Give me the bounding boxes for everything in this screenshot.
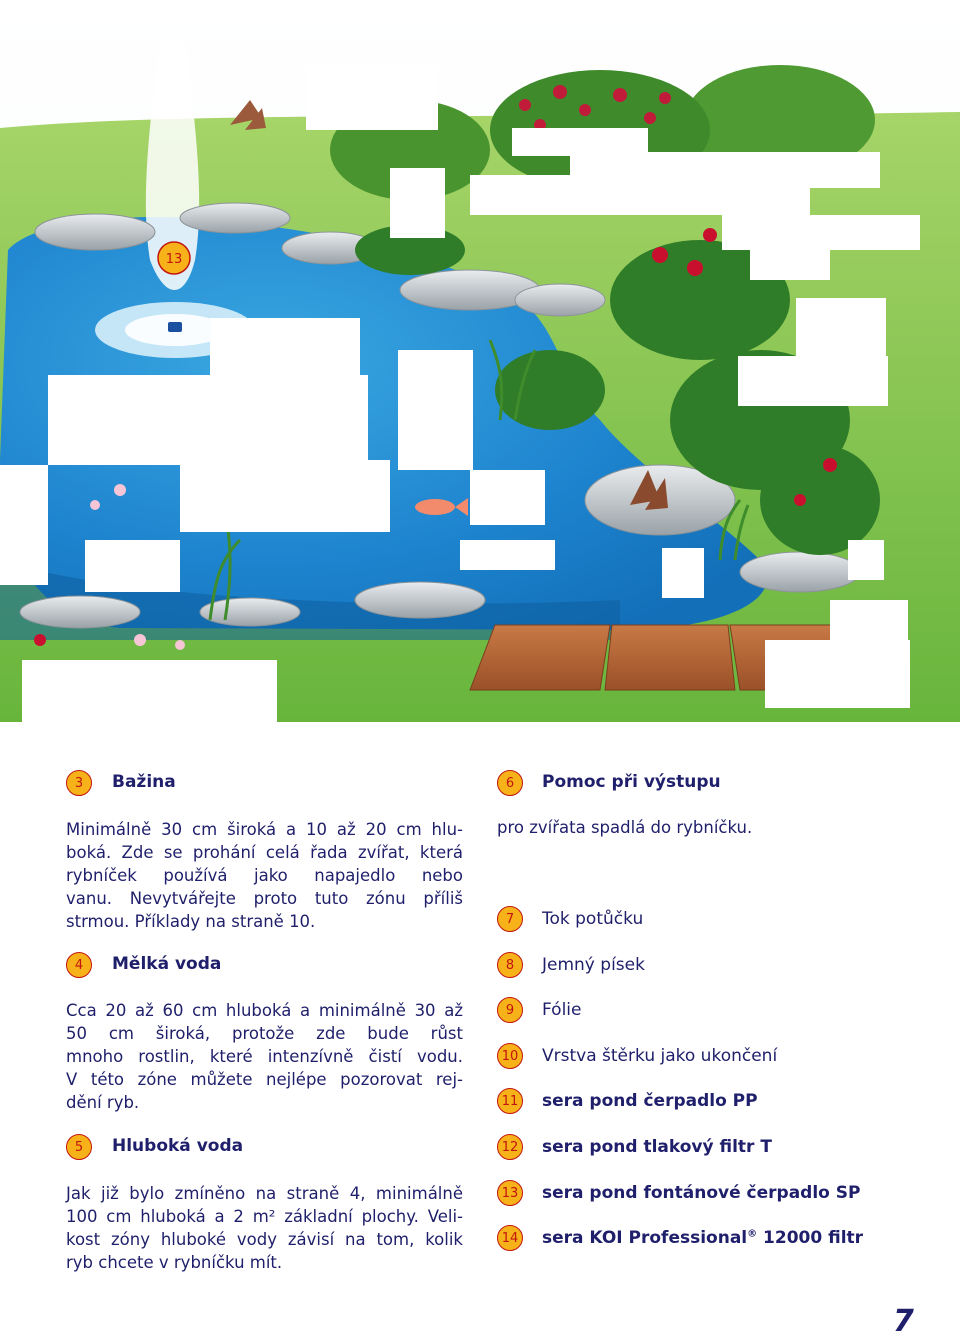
item-12-badge: 12	[497, 1134, 523, 1160]
text-line: Minimálně 30 cm široká a 10 až 20 cm hlu-	[66, 820, 463, 839]
item-11-badge: 11	[497, 1088, 523, 1114]
item-9-badge: 9	[497, 997, 523, 1023]
item-8-badge: 8	[497, 952, 523, 978]
item-14-label	[542, 1228, 863, 1248]
text-line: kost zóny hluboké vody závisí na tom, kolik	[66, 1230, 463, 1249]
fountain-pump	[168, 322, 182, 332]
text-line: V této zóne můžete nejlépe pozorovat rej-	[66, 1070, 463, 1089]
item-7-badge: 7	[497, 906, 523, 932]
section-3-title: Bažina	[112, 772, 176, 792]
item-10-label: Vrstva štěrku jako ukončení	[542, 1046, 778, 1066]
text-line: 50 cm široká, protože zde bude růst	[66, 1024, 463, 1043]
section-3-badge: 3	[66, 770, 92, 796]
section-5-title: Hluboká voda	[112, 1136, 244, 1156]
section-5-text	[66, 1182, 463, 1274]
page-number: 7	[893, 1304, 914, 1339]
item-11-label: sera pond čerpadlo PP	[542, 1091, 758, 1111]
text-line: ryb chcete v rybníčku mít.	[66, 1253, 283, 1272]
item-12-label: sera pond tlakový filtr T	[542, 1137, 772, 1157]
text-line: Jak již bylo zmíněno na straně 4, minimálně	[66, 1184, 463, 1203]
item-14-badge: 14	[497, 1225, 523, 1251]
item-13-badge: 13	[497, 1180, 523, 1206]
item-8-label: Jemný písek	[542, 955, 645, 975]
text-line: mnoho rostlin, které intenzívně čistí vodu.	[66, 1047, 463, 1066]
section-3-text	[66, 818, 463, 933]
item-10-badge: 10	[497, 1043, 523, 1069]
marker-13-label: 13	[165, 252, 183, 267]
registered-mark: ®	[747, 1228, 758, 1240]
text-line: boká. Zde se prohání celá řada zvířat, která	[66, 843, 463, 862]
item-7-label: Tok potůčku	[542, 909, 644, 929]
marker-13-badge	[158, 242, 190, 274]
section-6-text: pro zvířata spadlá do rybníčku.	[497, 818, 753, 837]
item-14-label-suffix: 12000 filtr	[757, 1228, 864, 1248]
text-line: rybníček používá jako napajedlo nebo	[66, 866, 463, 885]
item-14-label-prefix: sera KOI Professional	[542, 1228, 748, 1248]
text-line: dění ryb.	[66, 1093, 140, 1112]
text-line: 100 cm hluboká a 2 m² základní plochy. Veli-	[66, 1207, 463, 1226]
section-4-title: Mělká voda	[112, 954, 222, 974]
section-6-title: Pomoc při výstupu	[542, 772, 721, 792]
text-line: vanu. Nevytvářejte proto tuto zónu příliš	[66, 889, 463, 908]
section-5-badge: 5	[66, 1134, 92, 1160]
item-13-label: sera pond fontánové čerpadlo SP	[542, 1183, 861, 1203]
section-6-badge: 6	[497, 770, 523, 796]
section-4-text	[66, 999, 463, 1114]
section-4-badge: 4	[66, 952, 92, 978]
text-line: Cca 20 až 60 cm hluboká a minimálně 30 až	[66, 1001, 463, 1020]
text-line: strmou. Příklady na straně 10.	[66, 912, 316, 931]
item-9-label: Fólie	[542, 1000, 582, 1020]
